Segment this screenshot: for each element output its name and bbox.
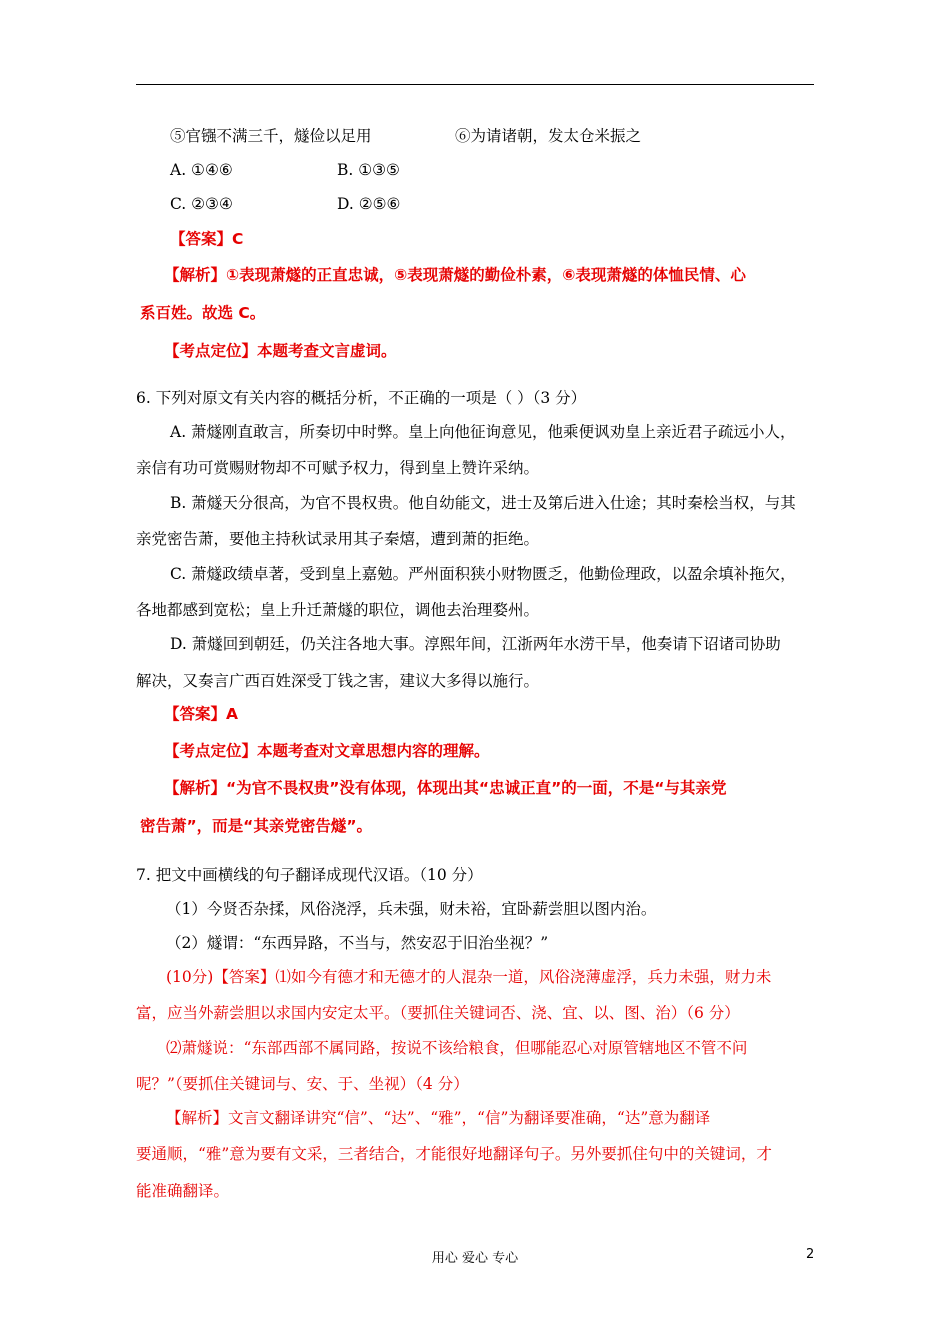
q7-analysis-line2: 要通顺，“雅”意为要有文采，三者结合，才能很好地翻译句子。另外要抓住句中的关键词，才 [136,1145,772,1163]
question-7-stem: 7. 把文中画横线的句子翻译成现代汉语。（10 分） [136,866,483,884]
page-footer: 用心 爱心 专心 [431,1251,519,1266]
q7-sentence-2: （2）燧谓：“东西异路，不当与，然安忍于旧治坐视？” [166,934,549,952]
choice-d: D. ②⑤⑥ [337,195,401,213]
q6-option-b-line1: B. 萧燧天分很高，为官不畏权贵。他自幼能文，进士及第后进入仕途；其时秦桧当权，与其 [170,494,796,512]
option-6-text: ⑥为请诸朝，发太仓米振之 [455,127,642,145]
analysis-q5-line1: 【解析】①表现萧燧的正直忠诚，⑤表现萧燧的勤俭朴素，⑥表现萧燧的体恤民情、心 [164,266,746,284]
analysis-q6-line2: 密告萧”，而是“其亲党密告燧”。 [140,817,373,835]
q7-analysis-line1: 【解析】文言文翻译讲究“信”、“达”、“雅”，“信”为翻译要准确，“达”意为翻译 [166,1109,711,1127]
page-number: 2 [806,1247,815,1262]
option-5-text: ⑤官镪不满三千，燧俭以足用 [170,127,372,145]
q6-option-c-line1: C. 萧燧政绩卓著，受到皇上嘉勉。严州面积狭小财物匮乏，他勤俭理政，以盈余填补拖欠， [170,565,796,583]
question-6-stem: 6. 下列对原文有关内容的概括分析，不正确的一项是（ ）（3 分） [136,389,587,407]
q7-answer-line3: ⑵萧燧说：“东部西部不属同路，按说不该给粮食，但哪能忍心对原管辖地区不管不问 [166,1039,748,1057]
analysis-q5-line2: 系百姓。故选 C。 [140,304,266,322]
q6-option-c-line2: 各地都感到宽松；皇上升迁萧燧的职位，调他去治理婺州。 [136,601,540,619]
keypoint-q6: 【考点定位】本题考查对文章思想内容的理解。 [164,742,490,760]
q7-answer-line4: 呢？”（要抓住关键词与、安、于、坐视）（4 分） [136,1075,469,1093]
analysis-q6-line1: 【解析】“为官不畏权贵”没有体现，体现出其“忠诚正直”的一面，不是“与其亲党 [164,779,727,797]
keypoint-q5: 【考点定位】本题考查文言虚词。 [164,342,397,360]
q6-option-a-line2: 亲信有功可赏赐财物却不可赋予权力，得到皇上赞许采纳。 [136,459,540,477]
q7-answer-line2: 富，应当外薪尝胆以求国内安定太平。（要抓住关键词否、浇、宜、以、图、治）（6 分） [136,1004,740,1022]
q6-option-b-line2: 亲党密告萧，要他主持秋试录用其子秦熺，遭到萧的拒绝。 [136,530,540,548]
q6-option-d-line2: 解决，又奏言广西百姓深受丁钱之害，建议大多得以施行。 [136,672,540,690]
header-rule [136,84,814,85]
answer-q5: 【答案】C [170,230,244,248]
q7-analysis-line3: 能准确翻译。 [136,1182,230,1200]
q6-option-d-line1: D. 萧燧回到朝廷，仍关注各地大事。淳熙年间，江浙两年水涝干旱，他奏请下诏诸司协助 [170,635,781,653]
q6-option-a-line1: A. 萧燧刚直敢言，所奏切中时弊。皇上向他征询意见，他乘便讽劝皇上亲近君子疏远小人， [170,423,796,441]
answer-q6: 【答案】A [164,705,238,723]
q7-answer-line1: (10分)【答案】⑴如今有德才和无德才的人混杂一道，风俗浇薄虚浮，兵力未强，财力未 [166,968,772,986]
q7-sentence-1: （1）今贤否杂揉，风俗浇浮，兵未强，财未裕，宜卧薪尝胆以图内治。 [166,900,657,918]
choice-c: C. ②③④ [170,195,233,213]
choice-b: B. ①③⑤ [337,161,400,179]
choice-a: A. ①④⑥ [170,161,233,179]
